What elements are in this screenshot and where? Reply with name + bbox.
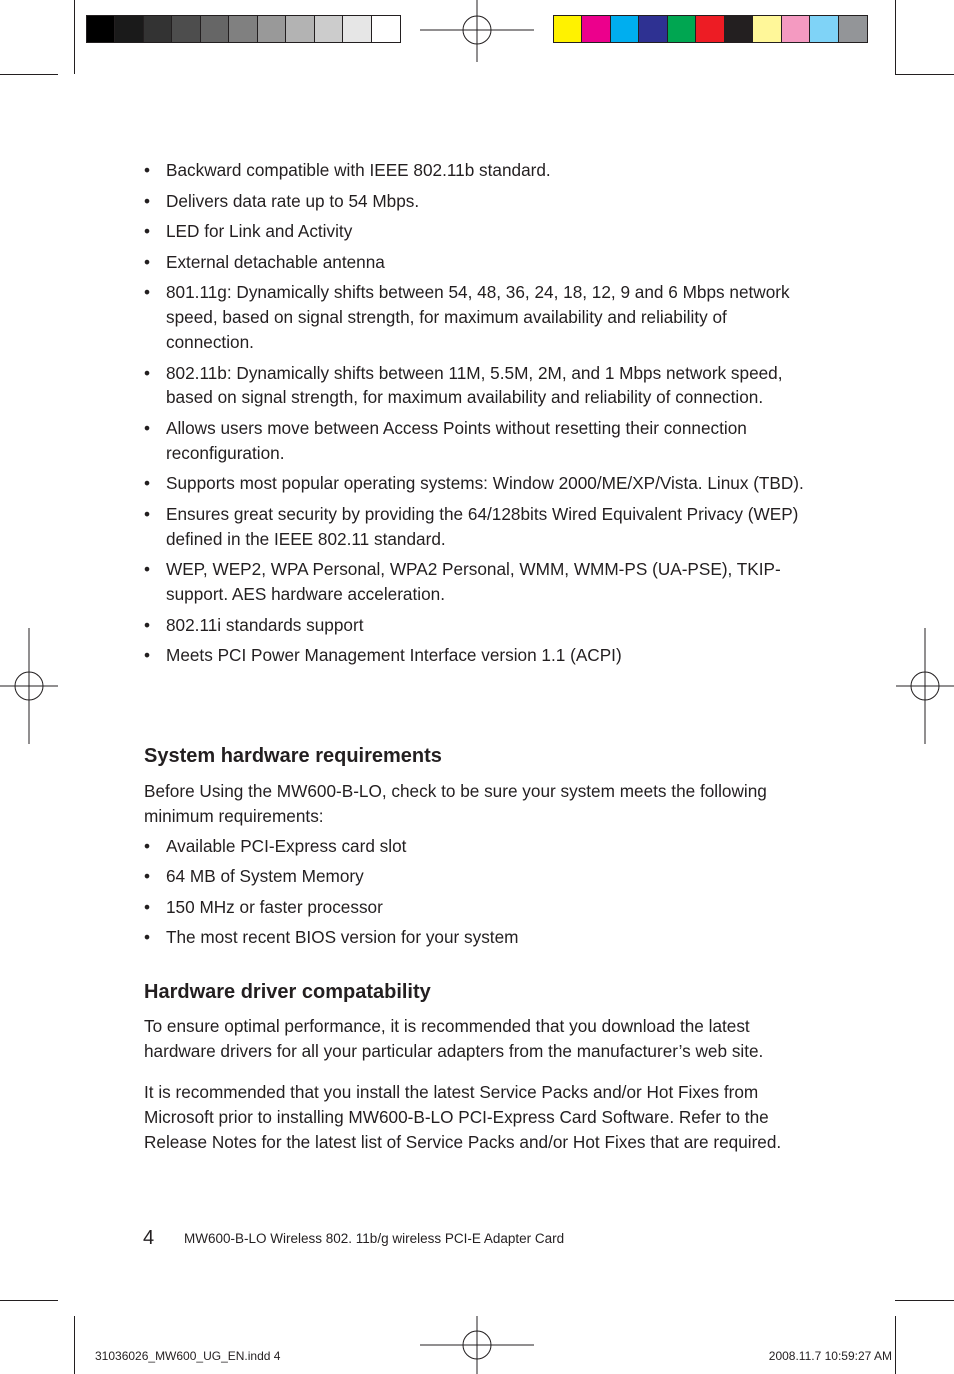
color-swatch [639,16,667,42]
list-item: • 802.11b: Dynamically shifts between 11M, 5.5M, 2M, and 1 Mbps network speed, based on signal strength, for maximum availability and reliability of connection. [144,361,804,411]
list-item: • Available PCI-Express card slot [144,834,804,859]
color-swatch [554,16,582,42]
grayscale-color-bar [86,15,401,43]
section-heading-system-requirements: System hardware requirements [144,745,442,767]
list-item: • 802.11i standards support [144,613,804,638]
registration-mark-right [896,628,954,744]
section-heading-driver-compat: Hardware driver compatability [144,981,431,1003]
color-swatch [668,16,696,42]
gray-swatch [144,16,172,42]
gray-swatch [286,16,314,42]
color-swatch [611,16,639,42]
registration-mark-top [420,0,534,62]
system-requirements-intro: Before Using the MW600-B-LO, check to be sure your system meets the following minimum requirements: [144,781,767,826]
list-item: • External detachable antenna [144,250,804,275]
feature-list [144,158,804,674]
list-item: • Meets PCI Power Management Interface version 1.1 (ACPI) [144,643,804,668]
gray-swatch [258,16,286,42]
gray-swatch [229,16,257,42]
color-swatch [753,16,781,42]
list-item: • The most recent BIOS version for your system [144,925,804,950]
slug-filename: 31036026_MW600_UG_EN.indd 4 [95,1349,281,1363]
gray-swatch [201,16,229,42]
list-item: • 801.11g: Dynamically shifts between 54, 48, 36, 24, 18, 12, 9 and 6 Mbps network speed, based on signal strength, for maximum availability and reliability of connection. [144,280,804,354]
color-swatch [582,16,610,42]
list-item: • LED for Link and Activity [144,219,804,244]
list-item: • Backward compatible with IEEE 802.11b standard. [144,158,804,183]
color-swatch [782,16,810,42]
gray-swatch [87,16,115,42]
list-item: • Supports most popular operating systems: Window 2000/ME/XP/Vista. Linux (TBD). [144,471,804,496]
slug-timestamp: 2008.11.7 10:59:27 AM [768,1349,892,1363]
process-color-bar [553,15,868,43]
list-item: • WEP, WEP2, WPA Personal, WPA2 Personal, WMM, WMM-PS (UA-PSE), TKIP-support. AES hardware acceleration. [144,557,804,607]
color-swatch [810,16,838,42]
color-swatch [725,16,753,42]
driver-compat-paragraph-2: It is recommended that you install the latest Service Packs and/or Hot Fixes from Microsoft prior to installing MW600-B-LO PCI-Express Card Software. Refer to the Release Notes for the latest list of Service Packs and/or Hot Fixes that are required. [144,1082,782,1152]
driver-compat-paragraph-1: To ensure optimal performance, it is recommended that you download the latest hardware drivers for all your particular adapters from the manufacturer’s web site. [144,1016,764,1061]
gray-swatch [315,16,343,42]
gray-swatch [343,16,371,42]
list-item: • Delivers data rate up to 54 Mbps. [144,189,804,214]
color-swatch [839,16,867,42]
color-swatch [696,16,724,42]
registration-mark-bottom [420,1316,534,1374]
gray-swatch [172,16,200,42]
page-number: 4 [143,1227,155,1249]
list-item: • 64 MB of System Memory [144,864,804,889]
list-item: • 150 MHz or faster processor [144,895,804,920]
list-item: • Allows users move between Access Points without resetting their connection reconfiguration. [144,416,804,466]
gray-swatch [372,16,400,42]
requirements-list [144,834,804,956]
footer-title: MW600-B-LO Wireless 802. 11b/g wireless PCI-E Adapter Card [184,1231,565,1246]
registration-mark-left [0,628,58,744]
gray-swatch [115,16,143,42]
list-item: • Ensures great security by providing the 64/128bits Wired Equivalent Privacy (WEP) defined in the IEEE 802.11 standard. [144,502,804,552]
